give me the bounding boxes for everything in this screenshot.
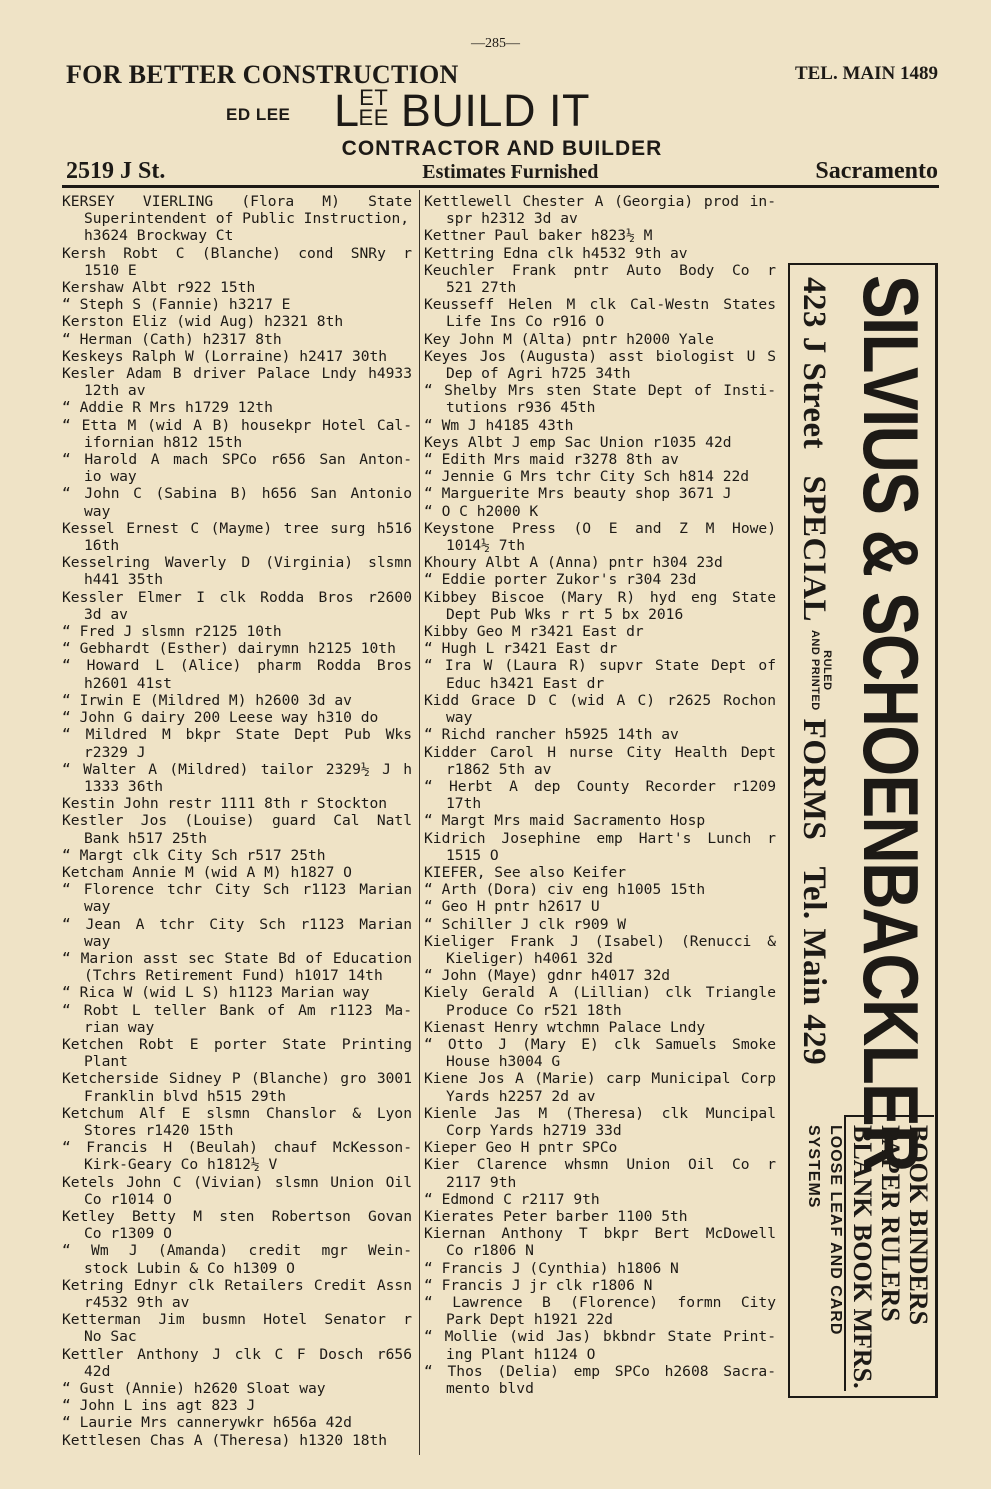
entry-line: Kershaw Albt r922 15th [62,279,256,297]
directory-entry [424,554,776,571]
entry-line: Kier Clarence whsmn Union Oil Co r [424,1156,776,1174]
entry-line: Kesler Adam B driver Palace Lndy h4933 [62,365,412,383]
entry-line: Kierates Peter barber 1100 5th [424,1207,688,1225]
entry-continuation: mento blvd [446,1380,534,1398]
ad-estimates: Estimates Furnished [422,161,599,183]
entry-line: “ Margt Mrs maid Sacramento Hosp [424,812,706,830]
entry-line: “ Laurie Mrs cannerywkr h656a 42d [62,1414,352,1432]
entry-continuation: 17th [446,795,482,813]
directory-entry [424,503,776,520]
side-ad-special: SPECIAL [796,475,832,622]
directory-entry [62,761,412,795]
directory-entry [424,193,776,227]
entry-line: “ Schiller J clk r909 W [424,915,627,933]
entry-continuation: Corp Yards h2719 33d [446,1121,622,1139]
directory-entry [62,554,412,588]
directory-entry [424,1070,776,1104]
directory-entry [424,382,776,416]
directory-entry [62,864,412,881]
directory-entry [62,1070,412,1104]
entry-line: Ketring Ednyr clk Retailers Credit Assn [62,1276,412,1294]
entry-line: Kettner Paul baker h823½ M [424,227,653,245]
entry-line: “ Irwin E (Mildred M) h2600 3d av [62,691,352,709]
directory-entry [62,1414,412,1431]
entry-line: KIEFER, See also Keifer [424,863,627,881]
entry-line: Kettler Anthony J clk C F Dosch r656 [62,1345,412,1363]
entry-continuation: r2329 J [84,743,146,761]
directory-entry [62,640,412,657]
directory-entry [424,1156,776,1190]
side-ad-ruled-printed [809,630,833,711]
directory-entry [62,245,412,279]
directory-entry [424,898,776,915]
ad-logo-row [66,85,938,137]
entry-continuation: Franklin blvd h515 29th [84,1087,287,1105]
entry-continuation: 1510 E [84,261,137,279]
entry-line: “ Francis J jr clk r1806 N [424,1276,653,1294]
side-ad-address-line [796,277,833,1065]
entry-line: Kessel Ernest C (Mayme) tree surg h516 [62,519,412,537]
directory-entry [424,1328,776,1362]
entry-line: “ Margt clk City Sch r517 25th [62,846,326,864]
directory-entry [62,399,412,416]
entry-line: “ Steph S (Fannie) h3217 E [62,296,291,314]
directory-entry [62,1208,412,1242]
entry-continuation: r4532 9th av [84,1294,190,1311]
entry-line: “ Howard L (Alice) pharm Rodda Bros [62,657,412,675]
entry-continuation: Life Ins Co r916 O [446,313,605,331]
entry-line: Ketchen Robt E porter State Printing [62,1035,412,1053]
entry-line: Kienle Jas M (Theresa) clk Muncipal [424,1104,776,1122]
directory-entry [424,744,776,778]
entry-continuation: way [84,502,111,520]
entry-continuation: No Sac [84,1328,137,1346]
entry-continuation: 2117 9th [446,1173,517,1191]
entry-continuation: Superintendent of Public Instruction, [84,210,410,228]
directory-entry [62,1346,412,1380]
entry-line: Keys Albt J emp Sac Union r1035 42d [424,433,732,451]
directory-entry [424,1277,776,1294]
directory-entry [424,434,776,451]
slogan-et: ET [359,85,389,110]
directory-entry [62,296,412,313]
entry-line: Kidd Grace D C (wid A C) r2625 Rochon [424,691,776,709]
directory-entry [424,916,776,933]
entry-line: Kidrich Josephine emp Hart's Lunch r [424,829,776,847]
directory-entry [424,1139,776,1156]
entry-line: Kersh Robt C (Blanche) cond SNRy r [62,244,412,262]
entry-line: “ Robt L teller Bank of Am r1123 Ma- [62,1001,412,1019]
entry-line: “ Richd rancher h5925 14th av [424,726,679,744]
entry-continuation: Produce Co r521 18th [446,1001,622,1019]
entry-continuation: tutions r936 45th [446,399,596,417]
directory-entry [424,589,776,623]
side-ad-forms: FORMS [796,718,832,841]
entry-line: “ Jennie G Mrs tchr City Sch h814 22d [424,468,750,486]
directory-entry [62,916,412,950]
entry-line: “ Lawrence B (Florence) formn City [424,1294,776,1311]
entry-line: “ Ira W (Laura R) supvr State Dept of [424,657,776,675]
entry-continuation: House h3004 G [446,1053,561,1071]
entry-continuation: Co r1806 N [446,1242,534,1260]
entry-line: “ Walter A (Mildred) tailor 2329½ J h [62,760,412,778]
entry-continuation: io way [84,468,137,486]
entry-line: Keyes Jos (Augusta) asst biologist U S [424,347,776,365]
entry-line: Kettlewell Chester A (Georgia) prod in- [424,193,776,210]
entry-line: Kestin John restr 1111 8th r Stockton [62,795,388,813]
entry-continuation: way [84,932,111,950]
entry-line: Kibby Geo M r3421 East dr [424,623,644,641]
entry-line: “ John C (Sabina B) h656 San Antonio [62,485,412,503]
entry-continuation: way [446,709,473,727]
side-ad-systems-word: SYSTEMS [805,1125,822,1209]
directory-entry [62,984,412,1001]
entry-line: Ketterman Jim busmn Hotel Senator r [62,1311,412,1329]
entry-line: Keskeys Ralph W (Lorraine) h2417 30th [62,347,388,365]
entry-line: “ Jean A tchr City Sch r1123 Marian [62,915,412,933]
entry-continuation: Park Dept h1921 22d [446,1311,613,1329]
directory-entry [424,417,776,434]
directory-entry [424,778,776,812]
entry-line: “ John (Maye) gdnr h4017 32d [424,967,671,985]
entry-continuation: Stores r1420 15th [84,1121,234,1139]
entry-line: “ Otto J (Mary E) clk Samuels Smoke [424,1035,776,1053]
entry-line: “ Rica W (wid L S) h1123 Marian way [62,984,370,1002]
entry-line: Keuchler Frank pntr Auto Body Co r [424,261,776,279]
directory-entry [424,657,776,691]
entry-line: Ketcherside Sidney P (Blanche) gro 3001 [62,1070,412,1088]
ad-contractor-name: ED LEE [226,105,291,124]
directory-entry [424,1225,776,1259]
entry-line: “ Gust (Annie) h2620 Sloat way [62,1380,326,1398]
entry-continuation: Dep of Agri h725 34th [446,365,631,383]
directory-column-left [62,193,412,1449]
directory-entry [62,365,412,399]
directory-entry [424,331,776,348]
directory-entry [62,881,412,915]
ad-city: Sacramento [815,158,938,184]
directory-entry [424,1260,776,1277]
entry-line: “ Hugh L r3421 East dr [424,640,618,658]
directory-entry [62,485,412,519]
entry-line: “ Edith Mrs maid r3278 8th av [424,451,679,469]
entry-continuation: ifornian h812 15th [84,433,243,451]
entry-line: Kiernan Anthony T bkpr Bert McDowell [424,1225,776,1243]
top-advertisement [66,60,938,184]
directory-entry [424,451,776,468]
directory-entry [62,1002,412,1036]
directory-entry [424,726,776,743]
ad-trade: CONTRACTOR AND BUILDER [341,137,663,160]
entry-line: Kerston Eliz (wid Aug) h2321 8th [62,313,344,331]
directory-entry [62,812,412,846]
entry-continuation: 12th av [84,382,146,400]
ad-slogan [334,87,590,135]
directory-entry [424,1363,776,1397]
entry-line: Ketley Betty M sten Robertson Govan [62,1207,412,1225]
entry-line: “ Arth (Dora) civ eng h1005 15th [424,881,706,899]
directory-entry [62,847,412,864]
directory-entry [62,417,412,451]
entry-line: Kidder Carol H nurse City Health Dept [424,743,776,761]
entry-continuation: Kirk-Geary Co h1812½ V [84,1156,278,1174]
entry-line: “ Wm J h4185 43th [424,416,574,434]
side-ad-address: 423 J Street [796,277,832,450]
entry-line: “ John G dairy 200 Leese way h310 do [62,709,379,727]
entry-line: Kettlesen Chas A (Theresa) h1320 18th [62,1431,388,1449]
entry-line: “ Eddie porter Zukor's r304 23d [424,571,697,589]
entry-line: “ Herman (Cath) h2317 8th [62,330,282,348]
directory-entry [62,1174,412,1208]
directory-entry [62,348,412,365]
entry-continuation: 16th [84,537,120,555]
directory-entry [424,1036,776,1070]
entry-line: Key John M (Alta) pntr h2000 Yale [424,330,714,348]
directory-entry [424,468,776,485]
entry-line: “ John L ins agt 823 J [62,1397,256,1415]
entry-continuation: 1014½ 7th [446,537,526,555]
directory-entry [424,485,776,502]
directory-entry [424,864,776,881]
directory-entry [424,520,776,554]
entry-line: “ Francis J (Cynthia) h1806 N [424,1259,679,1277]
directory-entry [424,1294,776,1328]
directory-entry [62,1380,412,1397]
side-ad-and-printed: AND PRINTED [809,629,821,711]
directory-entry [424,933,776,967]
entry-continuation: h2601 41st [84,674,172,692]
directory-entry [62,795,412,812]
directory-entry [62,313,412,330]
entry-line: “ Wm J (Amanda) credit mgr Wein- [62,1242,412,1260]
entry-line: “ Herbt A dep County Recorder r1209 [424,777,776,795]
side-ad-inner-border-top [844,1115,934,1117]
directory-entry [62,1397,412,1414]
entry-line: “ Florence tchr City Sch r1123 Marian [62,881,412,899]
directory-entry [62,193,412,245]
entry-line: “ Marguerite Mrs beauty shop 3671 J [424,485,732,503]
entry-line: Kienast Henry wtchmn Palace Lndy [424,1018,706,1036]
directory-entry [424,830,776,864]
entry-line: Kiene Jos A (Marie) carp Municipal Corp [424,1070,776,1088]
directory-entry [62,1242,412,1276]
entry-line: Keusseff Helen M clk Cal-Westn States [424,296,776,314]
directory-entry [424,1191,776,1208]
directory-entry [424,967,776,984]
directory-entry [424,227,776,244]
entry-continuation: Kieliger) h4061 32d [446,949,613,967]
directory-entry [62,279,412,296]
page-number: —285— [471,36,520,51]
side-advertisement [788,263,938,1398]
directory-entry [62,950,412,984]
side-ad-systems [802,1125,846,1335]
entry-line: “ O C h2000 K [424,502,539,520]
entry-line: KERSEY VIERLING (Flora M) State [62,193,412,210]
entry-line: Ketchum Alf E slsmn Chanslor & Lyon [62,1104,412,1122]
entry-line: “ Etta M (wid A B) housekpr Hotel Cal- [62,416,412,434]
entry-line: “ Fred J slsmn r2125 10th [62,623,282,641]
side-ad-blank-book: BLANK BOOK MFRS. [848,1125,877,1389]
entry-line: “ Geo H pntr h2617 U [424,898,600,916]
entry-continuation: Plant [84,1053,128,1071]
directory-entry [424,881,776,898]
entry-line: Kestler Jos (Louise) guard Cal Natl [62,812,412,830]
directory-entry [62,726,412,760]
directory-entry [424,623,776,640]
ad-address: 2519 J St. [66,158,166,184]
directory-entry [62,623,412,640]
directory-entry [424,296,776,330]
side-ad-company-name: SILVIUS & SCHOENBACKLER [847,275,935,1171]
entry-line: Ketels John C (Vivian) slsmn Union Oil [62,1173,412,1191]
entry-continuation: (Tchrs Retirement Fund) h1017 14th [84,967,383,985]
entry-continuation: way [84,898,111,916]
slogan-ee: EE [358,105,389,130]
directory-entry [62,451,412,485]
entry-continuation: h3624 Brockway Ct [84,227,234,245]
entry-continuation: 521 27th [446,279,517,297]
directory-entry [62,331,412,348]
entry-line: Kieliger Frank J (Isabel) (Renucci & [424,932,776,950]
side-ad-paper-rulers: PAPER RULERS [876,1125,905,1322]
side-ad-loose-leaf: LOOSE LEAF AND CARD [827,1125,844,1336]
entry-line: Kieper Geo H pntr SPCo [424,1139,618,1157]
directory-entry [62,692,412,709]
side-ad-book-binders: BOOK BINDERS [904,1125,933,1326]
directory-entry [424,1105,776,1139]
header-rule [62,185,939,188]
directory-entry [424,348,776,382]
directory-entry [62,1105,412,1139]
side-ad-telephone: Tel. Main 429 [796,866,832,1066]
entry-continuation: 42d [84,1362,111,1380]
ad-telephone: TEL. MAIN 1489 [794,63,938,84]
side-ad-ruled: RULED [821,650,833,691]
entry-line: “ Edmond C r2117 9th [424,1190,600,1208]
entry-line: Kesselring Waverly D (Virginia) slsmn [62,554,412,572]
column-divider [419,190,420,1455]
entry-line: Ketcham Annie M (wid A M) h1827 O [62,863,352,881]
directory-entry [62,1311,412,1345]
entry-line: “ Addie R Mrs h1729 12th [62,399,273,417]
directory-entry [62,1432,412,1449]
directory-entry [424,984,776,1018]
entry-line: “ Marion asst sec State Bd of Education [62,949,412,967]
directory-entry [424,812,776,829]
directory-entry [62,1139,412,1173]
entry-line: “ Thos (Delia) emp SPCo h2608 Sacra- [424,1362,776,1380]
directory-entry [424,571,776,588]
entry-continuation: Co r1309 O [84,1225,172,1243]
entry-continuation: Bank h517 25th [84,829,208,847]
slogan-stacked-letters [358,85,389,130]
entry-line: “ Mildred M bkpr State Dept Pub Wks [62,726,412,744]
ad-address-row [66,158,938,185]
entry-continuation: rian way [84,1018,155,1036]
slogan-letter-l: L [334,85,360,136]
directory-entry [62,520,412,554]
directory-entry [424,640,776,657]
entry-line: “ Harold A mach SPCo r656 San Anton- [62,451,412,469]
entry-continuation: 3d av [84,605,128,623]
slogan-build: BUILD IT [400,85,590,136]
directory-entry [424,245,776,262]
entry-line: Kessler Elmer I clk Rodda Bros r2600 [62,588,412,606]
side-ad-services [848,1125,932,1389]
entry-continuation: Dept Pub Wks r rt 5 bx 2016 [446,605,684,623]
entry-continuation: h441 35th [84,571,164,589]
entry-continuation: stock Lubin & Co h1309 O [84,1259,295,1277]
directory-entry [62,709,412,726]
entry-line: “ Francis H (Beulah) chauf McKesson- [62,1139,412,1157]
entry-line: Kettring Edna clk h4532 9th av [424,244,688,262]
directory-entry [62,589,412,623]
entry-continuation: ing Plant h1124 O [446,1345,596,1363]
directory-entry [424,262,776,296]
entry-line: Khoury Albt A (Anna) pntr h304 23d [424,554,723,572]
directory-column-right [424,193,776,1397]
entry-line: Kibbey Biscoe (Mary R) hyd eng State [424,588,776,606]
entry-line: “ Shelby Mrs sten State Dept of Insti- [424,382,776,400]
entry-continuation: 1333 36th [84,777,164,795]
entry-continuation: 1515 O [446,846,499,864]
entry-line: “ Mollie (wid Jas) bkbndr State Print- [424,1328,776,1346]
entry-continuation: r1862 5th av [446,760,552,778]
directory-entry [62,1277,412,1311]
entry-continuation: Yards h2257 2d av [446,1087,596,1105]
ad-headline: FOR BETTER CONSTRUCTION [66,60,459,89]
directory-entry [424,1208,776,1225]
entry-line: Keystone Press (O E and Z M Howe) [424,519,776,537]
entry-continuation: spr h2312 3d av [446,210,578,228]
entry-line: “ Gebhardt (Esther) dairymn h2125 10th [62,640,396,658]
directory-entry [424,1019,776,1036]
directory-entry [62,657,412,691]
directory-entry [424,692,776,726]
directory-entry [62,1036,412,1070]
entry-line: Kiely Gerald A (Lillian) clk Triangle [424,984,776,1002]
entry-continuation: Educ h3421 East dr [446,674,605,692]
entry-continuation: Co r1014 O [84,1190,172,1208]
